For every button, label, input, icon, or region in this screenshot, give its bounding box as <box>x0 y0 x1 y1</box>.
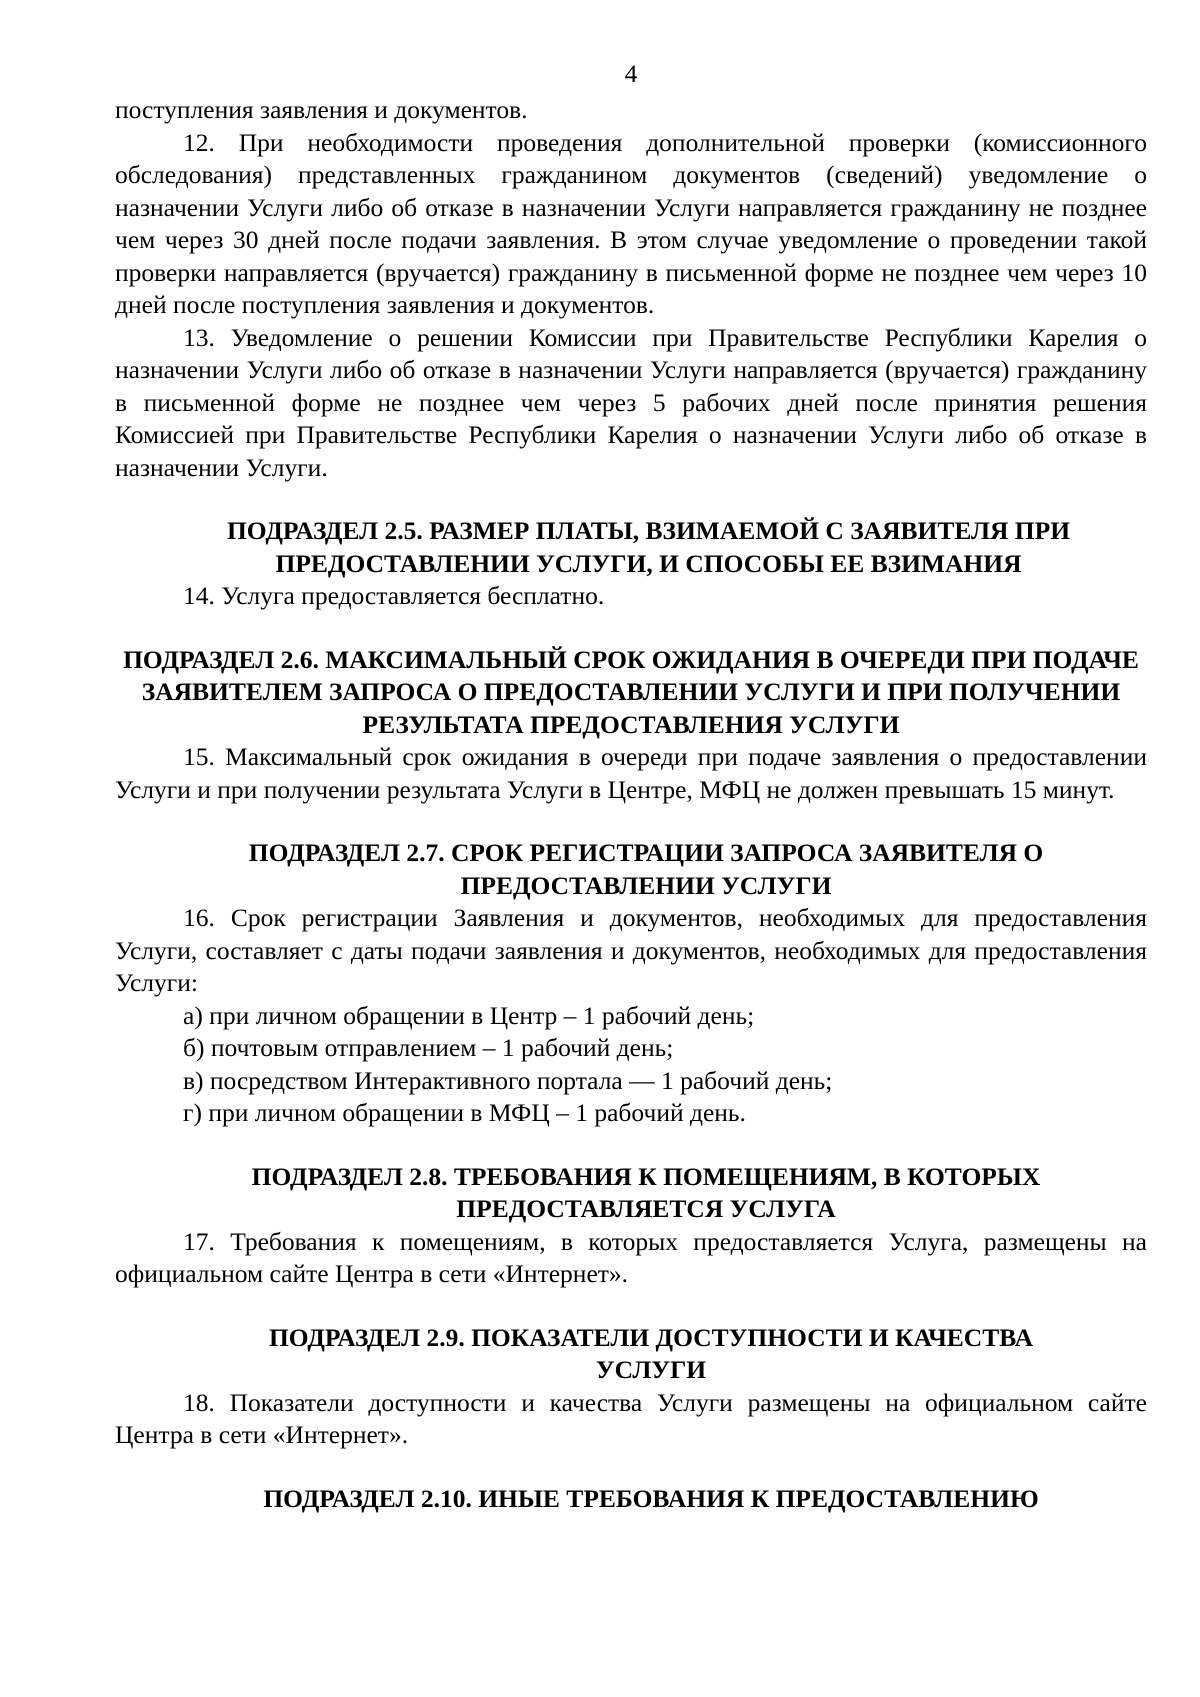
list-item-b: б) почтовым отправлением – 1 рабочий день; <box>183 1033 674 1062</box>
paragraph-13: 13. Уведомление о решении Комиссии при Правительстве Республики Карелия о назначении Услуги либо об отказе в назначении Услуги направляется (вручается) гражданину в письменной форме не позднее чем через 5 рабочих дней после принятия решения Комиссией при Правительстве Республики Карелия о назначении Услуги либо об отказе в назначении Услуги. <box>115 322 1147 482</box>
paragraph-16: 16. Срок регистрации Заявления и документов, необходимых для предоставления Услуги, составляет с даты подачи заявления и документов, необходимых для предоставления Услуги: <box>115 903 1147 997</box>
section-heading-2-5: ПОДРАЗДЕЛ 2.5. РАЗМЕР ПЛАТЫ, ВЗИМАЕМОЙ С ЗАЯВИТЕЛЯ ПРИ ПРЕДОСТАВЛЕНИИ УСЛУГИ, И СПОСОБЫ ЕЕ ВЗИМАНИЯ <box>226 516 1071 578</box>
list-item-a: а) при личном обращении в Центр – 1 рабочий день; <box>183 1000 755 1030</box>
section-heading-2-8: ПОДРАЗДЕЛ 2.8. ТРЕБОВАНИЯ К ПОМЕЩЕНИЯМ, В КОТОРЫХ ПРЕДОСТАВЛЯЕТСЯ УСЛУГА <box>251 1161 1041 1223</box>
paragraph-18: 18. Показатели доступности и качества Услуги размещены на официальном сайте Центра в сети «Интернет». <box>115 1387 1147 1449</box>
list-item-g: г) при личном обращении в МФЦ – 1 рабочий день. <box>183 1098 746 1127</box>
section-heading-2-9: ПОДРАЗДЕЛ 2.9. ПОКАЗАТЕЛИ ДОСТУПНОСТИ И КАЧЕСТВА УСЛУГИ <box>268 1322 1034 1384</box>
paragraph-17: 17. Требования к помещениям, в которых предоставляется Услуга, размещены на официальном сайте Центра в сети «Интернет». <box>115 1226 1147 1288</box>
paragraph-15: 15. Максимальный срок ожидания в очереди при подаче заявления о предоставлении Услуги и при получении результата Услуги в Центре, МФЦ не должен превышать 15 минут. <box>115 742 1147 804</box>
page-number: 4 <box>624 59 638 88</box>
paragraph-12: 12. При необходимости проведения дополнительной проверки (комиссионного обследования) представленных гражданином документов (сведений) уведомление о назначении Услуги либо об отказе в назначении Услуги направляется гражданину не позднее чем через 30 дней после подачи заявления. В этом случае уведомление о проведении такой проверки направляется (вручается) гражданину в письменной форме не позднее чем через 10 дней после поступления заявления и документов. <box>115 127 1147 319</box>
list-item-v: в) посредством Интерактивного портала — 1 рабочий день; <box>183 1065 833 1095</box>
paragraph-continuation: поступления заявления и документов. <box>115 95 528 124</box>
section-heading-2-6: ПОДРАЗДЕЛ 2.6. МАКСИМАЛЬНЫЙ СРОК ОЖИДАНИЯ В ОЧЕРЕДИ ПРИ ПОДАЧЕ ЗАЯВИТЕЛЕМ ЗАПРОСА О ПРЕДОСТАВЛЕНИИ УСЛУГИ И ПРИ ПОЛУЧЕНИИ РЕЗУЛЬТАТА ПРЕДОСТАВЛЕНИЯ УСЛУГИ <box>123 644 1139 739</box>
section-heading-2-10: ПОДРАЗДЕЛ 2.10. ИНЫЕ ТРЕБОВАНИЯ К ПРЕДОСТАВЛЕНИЮ <box>263 1483 1039 1513</box>
section-heading-2-7: ПОДРАЗДЕЛ 2.7. СРОК РЕГИСТРАЦИИ ЗАПРОСА ЗАЯВИТЕЛЯ О ПРЕДОСТАВЛЕНИИ УСЛУГИ <box>248 838 1044 900</box>
paragraph-14: 14. Услуга предоставляется бесплатно. <box>183 581 605 610</box>
document-page <box>115 58 1147 1515</box>
